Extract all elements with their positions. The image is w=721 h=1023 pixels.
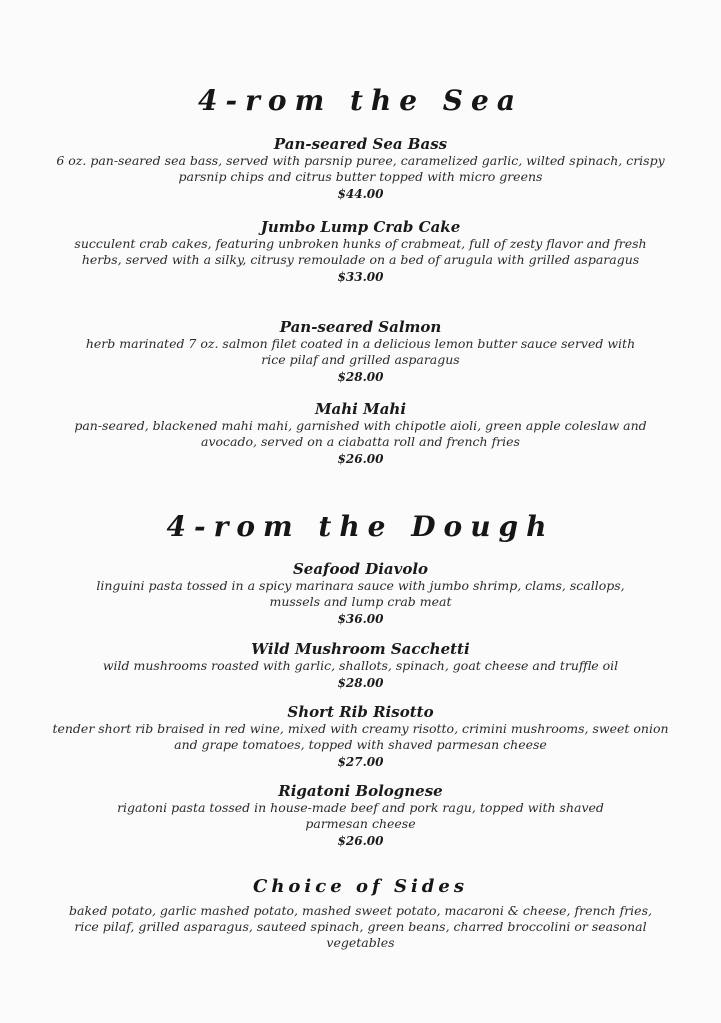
menu-item-crab-cake (0, 218, 721, 285)
menu-item-salmon (0, 318, 721, 385)
sides-description: baked potato, garlic mashed potato, mashed sweet potato, macaroni & cheese, french fries, rice pilaf, grilled asparagus, sauteed spinach, green beans, charred broccolini or seasonal vegetables (69, 903, 652, 950)
item-name: Pan-seared Salmon (279, 318, 442, 336)
sea-section-title: 4-rom the Sea (198, 84, 523, 117)
item-name: Pan-seared Sea Bass (273, 135, 448, 153)
menu-item-sea-bass (0, 135, 721, 202)
item-price: $26.00 (337, 452, 384, 466)
sides-section (0, 876, 721, 951)
sea-section-header (0, 84, 721, 117)
item-description: herb marinated 7 oz. salmon filet coated in a delicious lemon butter sauce served with rice pilaf and grilled asparagus (85, 336, 636, 367)
item-description: rigatoni pasta tossed in house-made beef and pork ragu, topped with shaved parmesan cheese (117, 800, 604, 831)
item-description: 6 oz. pan-seared sea bass, served with parsnip puree, caramelized garlic, wilted spinach, crispy parsnip chips and citrus butter topped with micro greens (56, 153, 665, 184)
item-name: Wild Mushroom Sacchetti (251, 640, 470, 658)
item-price: $27.00 (337, 755, 384, 769)
dough-section-header (0, 510, 721, 543)
menu-item-rigatoni-bolognese (0, 782, 721, 849)
item-price: $28.00 (337, 676, 384, 690)
item-description: pan-seared, blackened mahi mahi, garnished with chipotle aioli, green apple coleslaw and avocado, served on a ciabatta roll and french fries (74, 418, 647, 449)
menu-item-short-rib-risotto (0, 703, 721, 770)
item-price: $26.00 (337, 834, 384, 848)
item-price: $28.00 (337, 370, 384, 384)
dough-section-title: 4-rom the Dough (166, 510, 555, 543)
sides-section-title: Choice of Sides (253, 876, 468, 897)
item-name: Rigatoni Bolognese (278, 782, 443, 800)
item-description: succulent crab cakes, featuring unbroken hunks of crabmeat, full of zesty flavor and fresh herbs, served with a silky, citrusy remoulade on a bed of arugula with grilled asparagus (74, 236, 647, 267)
item-description: wild mushrooms roasted with garlic, shallots, spinach, goat cheese and truffle oil (102, 658, 619, 673)
item-price: $36.00 (337, 612, 384, 626)
menu-item-mahi-mahi (0, 400, 721, 467)
menu-item-mushroom-sacchetti (0, 640, 721, 691)
item-price: $33.00 (337, 270, 384, 284)
item-name: Mahi Mahi (314, 400, 407, 418)
item-description: linguini pasta tossed in a spicy marinara sauce with jumbo shrimp, clams, scallops, mussels and lump crab meat (96, 578, 625, 609)
item-description: tender short rib braised in red wine, mixed with creamy risotto, crimini mushrooms, sweet onion and grape tomatoes, topped with shaved parmesan cheese (52, 721, 669, 752)
item-price: $44.00 (337, 187, 384, 201)
item-name: Seafood Diavolo (292, 560, 429, 578)
menu-item-seafood-diavolo (0, 560, 721, 627)
item-name: Short Rib Risotto (287, 703, 434, 721)
item-name: Jumbo Lump Crab Cake (260, 218, 461, 236)
